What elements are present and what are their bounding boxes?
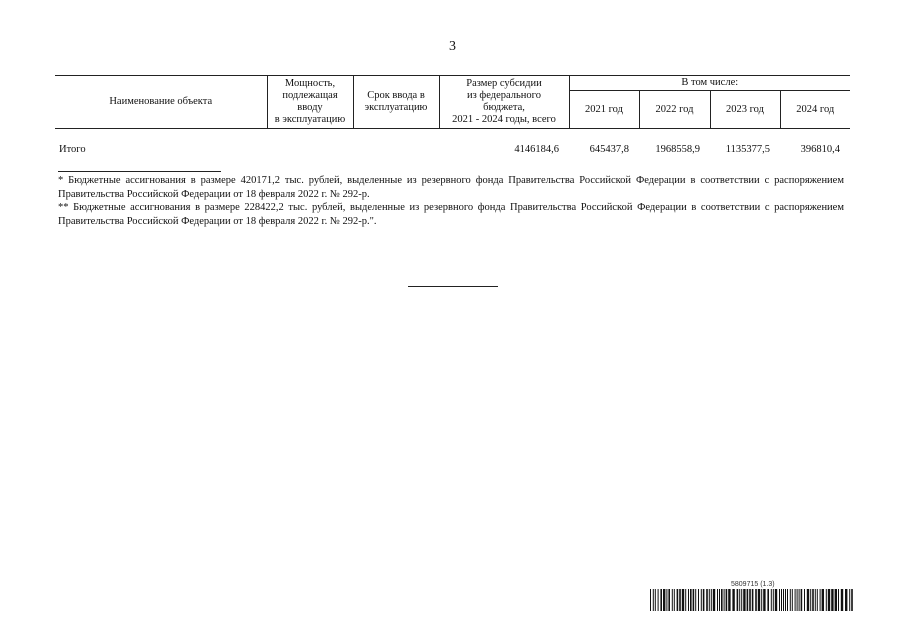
footnote-divider <box>58 171 221 172</box>
header-including: В том числе: <box>569 76 850 91</box>
barcode-bar <box>835 589 837 611</box>
barcode-bar <box>792 589 793 611</box>
barcode-bar <box>693 589 695 611</box>
barcode-bar <box>763 589 765 611</box>
barcode-bar <box>775 589 777 611</box>
header-year: 2021 год <box>569 91 639 129</box>
barcode-bar <box>682 589 684 611</box>
subsidy-table <box>55 75 850 169</box>
total-deadline <box>353 129 439 170</box>
barcode-bar <box>719 589 720 611</box>
barcode-bar <box>711 589 712 611</box>
barcode-bar <box>815 589 816 611</box>
header-deadline: Срок ввода в эксплуатацию <box>353 76 439 129</box>
barcode-bar <box>817 589 818 611</box>
barcode-bar <box>663 589 665 611</box>
barcode-bar <box>698 589 699 611</box>
barcode-bar <box>761 589 762 611</box>
barcode-bar <box>781 589 782 611</box>
barcode-bar <box>701 589 702 611</box>
page-number: 3 <box>449 39 456 54</box>
barcode-bar <box>650 589 651 611</box>
barcode-bar <box>660 589 662 611</box>
barcode-bar <box>758 589 760 611</box>
total-subsidy: 4146184,6 <box>514 143 559 155</box>
barcode-bar <box>787 589 788 611</box>
total-capacity <box>267 129 353 170</box>
end-divider <box>408 286 498 287</box>
barcode-bar <box>741 589 742 611</box>
barcode-bar <box>804 589 805 611</box>
barcode-bar <box>828 589 830 611</box>
barcode-bar <box>785 589 786 611</box>
total-2022: 1968558,9 <box>655 143 700 155</box>
table-row-total <box>55 129 850 170</box>
total-2023: 1135377,5 <box>725 143 770 155</box>
barcode-bar <box>747 589 749 611</box>
barcode-bar <box>771 589 772 611</box>
barcode-bar <box>749 589 751 611</box>
barcode-bar <box>807 589 809 611</box>
barcode-bar <box>655 589 656 611</box>
barcode-bar <box>779 589 780 611</box>
barcode-bar <box>653 589 654 611</box>
barcode-bar <box>724 589 725 611</box>
footnote-1: * Бюджетные ассигнования в размере 420171,2 тыс. рублей, выделенные из резервного фонда Правительства Российской Федерации в соответствии с распоряжением Правительства Российской Федерации от 18 февраля 2022 г. № 292-р. <box>58 175 844 200</box>
total-2021: 645437,8 <box>589 143 629 155</box>
header-name: Наименование объекта <box>55 76 267 129</box>
barcode-bar <box>849 589 850 611</box>
barcode-bar <box>820 589 821 611</box>
header-year: 2024 год <box>780 91 850 129</box>
total-label: Итого <box>59 143 86 155</box>
barcode-bar <box>810 589 811 611</box>
barcode-bar <box>695 589 696 611</box>
barcode-bar <box>666 589 667 611</box>
barcode-bar <box>677 589 679 611</box>
barcode-code: 5809715 (1.3) <box>731 581 775 588</box>
barcode-bar <box>685 589 686 611</box>
barcode-bar <box>801 589 803 611</box>
barcode-bar <box>721 589 723 611</box>
barcode-bar <box>822 589 824 611</box>
barcode-bar <box>826 589 827 611</box>
barcode-bar <box>737 589 739 611</box>
barcode-bar <box>755 589 757 611</box>
barcode-bar <box>743 589 745 611</box>
barcode-bar <box>674 589 675 611</box>
barcode-bar <box>851 589 853 611</box>
barcode-bar <box>672 589 673 611</box>
barcode-bar <box>790 589 791 611</box>
barcode-bar <box>668 589 670 611</box>
header-year: 2023 год <box>710 91 780 129</box>
total-2024: 396810,4 <box>800 143 841 155</box>
barcode-icon <box>650 589 855 611</box>
barcode-bar <box>799 589 800 611</box>
barcode-bar <box>679 589 681 611</box>
barcode-bar <box>831 589 833 611</box>
footnotes <box>58 174 844 228</box>
barcode-bar <box>703 589 705 611</box>
header-subsidy: Размер субсидии из федерального бюджета, 2021 - 2024 годы, всего <box>439 76 569 129</box>
barcode-bar <box>739 589 740 611</box>
barcode-bar <box>845 589 847 611</box>
barcode-bar <box>773 589 774 611</box>
barcode-bar <box>726 589 728 611</box>
barcode-bar <box>797 589 798 611</box>
barcode-bar <box>709 589 710 611</box>
footnote-2: ** Бюджетные ассигнования в размере 228422,2 тыс. рублей, выделенные из резервного фонда Правительства Российской Федерации в соответствии с распоряжением Правительства Российской Федерации от 18 февраля 2022 г. № 292-р.". <box>58 202 844 227</box>
barcode-bar <box>812 589 814 611</box>
barcode-bar <box>717 589 718 611</box>
barcode-bar <box>841 589 843 611</box>
barcode-bar <box>838 589 839 611</box>
barcode-bar <box>658 589 659 611</box>
header-year: 2022 год <box>639 91 710 129</box>
header-capacity: Мощность, подлежащая вводу в эксплуатацию <box>267 76 353 129</box>
barcode-bar <box>688 589 689 611</box>
barcode-bar <box>783 589 784 611</box>
barcode-bar <box>767 589 769 611</box>
barcode-bar <box>732 589 734 611</box>
barcode-bar <box>690 589 692 611</box>
barcode-bar <box>795 589 796 611</box>
barcode-bar <box>706 589 708 611</box>
barcode-bar <box>752 589 754 611</box>
barcode-bar <box>728 589 730 611</box>
barcode-bar <box>713 589 715 611</box>
